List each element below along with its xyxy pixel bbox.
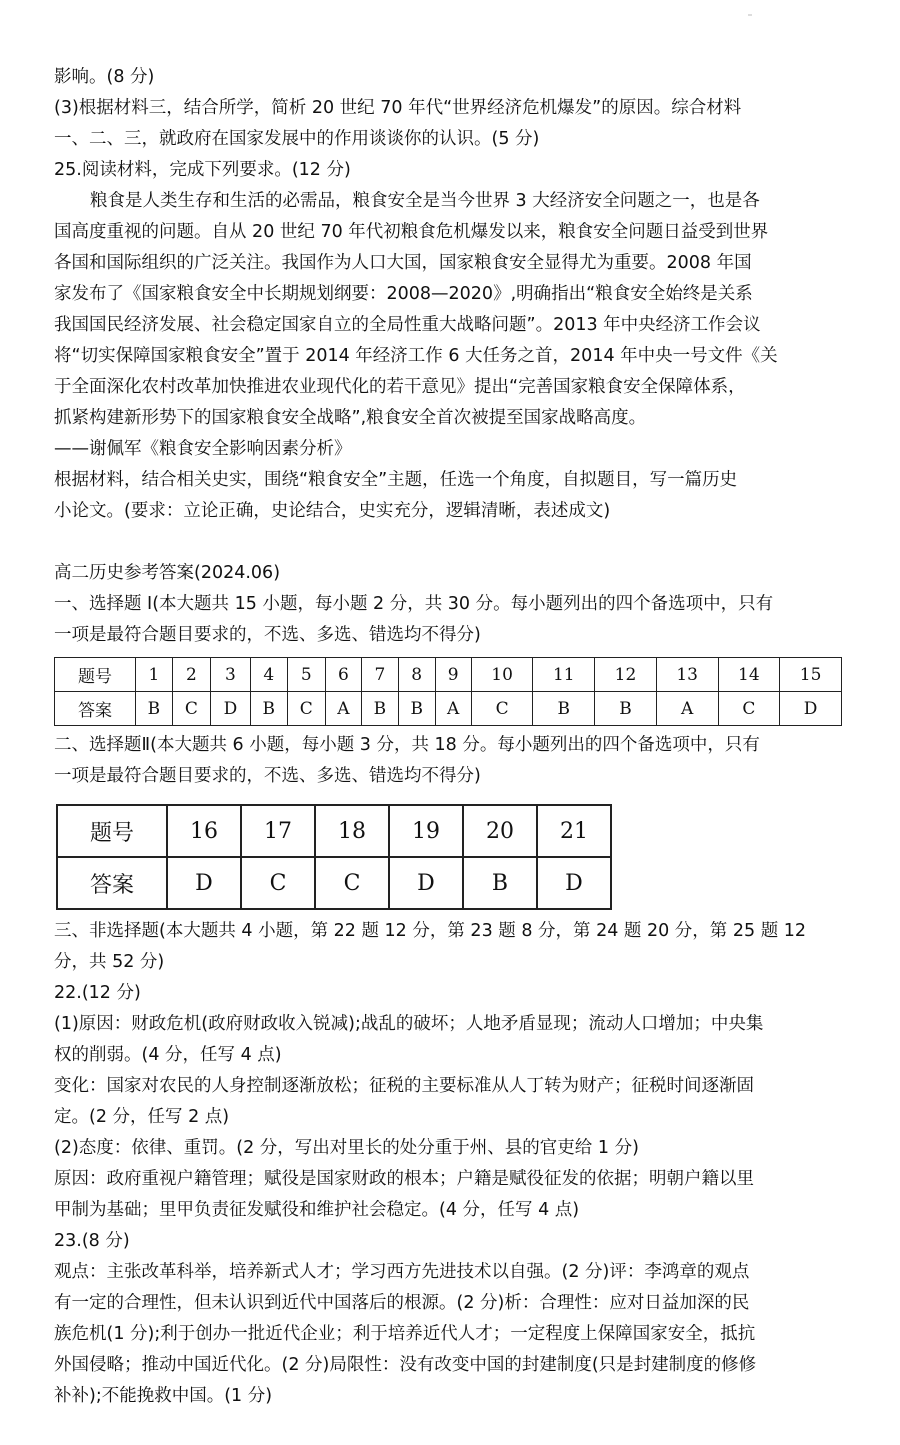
row-header: 题号 [57, 805, 167, 857]
text-line: 国高度重视的问题。自从 20 世纪 70 年代初粮食危机爆发以来，粮食安全问题日益受到世界 [54, 222, 769, 242]
text-line: (2)态度：依律、重罚。(2 分，写出对里长的处分重于州、县的官吏给 1 分) [54, 1138, 639, 1158]
answer-cell: B [136, 692, 173, 726]
answer-cell: A [325, 692, 361, 726]
answer-cell: C [172, 692, 210, 726]
answer-cell: C [287, 692, 325, 726]
question-number-cell: 17 [241, 805, 315, 857]
answer-cell: C [241, 857, 315, 909]
text-line: 一项是最符合题目要求的，不选、多选、错选均不得分) [54, 625, 481, 645]
answer-cell: B [463, 857, 537, 909]
text-line: 甲制为基础；里甲负责征发赋役和维护社会稳定。(4 分，任写 4 点) [54, 1200, 580, 1220]
answer-cell: A [435, 692, 471, 726]
question-number-cell: 12 [595, 658, 657, 692]
text-line: 25.阅读材料，完成下列要求。(12 分) [54, 160, 351, 180]
answer-cell: C [471, 692, 533, 726]
table-row [57, 857, 611, 909]
answer-cell: A [656, 692, 718, 726]
answer-cell: B [595, 692, 657, 726]
table-row [57, 805, 611, 857]
text-line: 家发布了《国家粮食安全中长期规划纲要：2008—2020》,明确指出“粮食安全始终是关系 [54, 284, 753, 304]
text-line: 根据材料，结合相关史实，围绕“粮食安全”主题，任选一个角度，自拟题目，写一篇历史 [54, 470, 738, 490]
text-line: 原因：政府重视户籍管理；赋役是国家财政的根本；户籍是赋役征发的依据；明朝户籍以里 [54, 1169, 754, 1189]
answer-text-bottom [54, 916, 854, 1412]
scan-mark [748, 14, 752, 16]
answer-cell: D [210, 692, 250, 726]
answer-cell: B [533, 692, 595, 726]
text-line: 权的削弱。(4 分，任写 4 点) [54, 1045, 282, 1065]
text-line: 一项是最符合题目要求的，不选、多选、错选均不得分) [54, 766, 481, 786]
material-passage [54, 186, 854, 434]
answer-cell: D [167, 857, 241, 909]
text-line: 变化：国家对农民的人身控制逐渐放松；征税的主要标准从人丁转为财产；征税时间逐渐固 [54, 1076, 754, 1096]
answer-key-title: 高二历史参考答案(2024.06) [54, 563, 281, 583]
question-number-cell: 5 [287, 658, 325, 692]
text-line: 将“切实保障国家粮食安全”置于 2014 年经济工作 6 大任务之首，2014 年中央一号文件《关 [54, 346, 778, 366]
material-source: ——谢佩军《粮食安全影响因素分析》 [54, 439, 352, 459]
text-line: 分，共 52 分) [54, 952, 165, 972]
question-number-cell: 18 [315, 805, 389, 857]
question-number-cell: 20 [463, 805, 537, 857]
row-header: 题号 [55, 658, 136, 692]
text-line: (3)根据材料三，结合所学，简析 20 世纪 70 年代“世界经济危机爆发”的原因。综合材料 [54, 98, 742, 118]
text-line: 各国和国际组织的广泛关注。我国作为人口大国，国家粮食安全显得尤为重要。2008 年国 [54, 253, 752, 273]
text-line: 于全面深化农村改革加快推进农业现代化的若干意见》提出“完善国家粮食安全保障体系， [54, 377, 746, 397]
text-line: 定。(2 分，任写 2 点) [54, 1107, 230, 1127]
question-number-cell: 16 [167, 805, 241, 857]
question-number-cell: 3 [210, 658, 250, 692]
question-number-cell: 13 [656, 658, 718, 692]
answer-table-2 [56, 804, 612, 910]
answer-cell: B [398, 692, 435, 726]
section-2-instructions [54, 730, 854, 792]
question-25-task [54, 465, 854, 527]
text-line: 观点：主张改革科举，培养新式人才；学习西方先进技术以自强。(2 分)评：李鸿章的观点 [54, 1262, 750, 1282]
question-number-cell: 7 [362, 658, 399, 692]
table-row [55, 658, 842, 692]
question-number-cell: 21 [537, 805, 611, 857]
question-number-cell: 10 [471, 658, 533, 692]
text-line: 二、选择题Ⅱ(本大题共 6 小题，每小题 3 分，共 18 分。每小题列出的四个备选项中，只有 [54, 735, 760, 755]
text-line: 影响。(8 分) [54, 67, 155, 87]
question-number-cell: 6 [325, 658, 361, 692]
section-1-instructions [54, 589, 854, 651]
text-line: 一、选择题 I(本大题共 15 小题，每小题 2 分，共 30 分。每小题列出的四个备选项中，只有 [54, 594, 774, 614]
text-line: 粮食是人类生存和生活的必需品，粮食安全是当今世界 3 大经济安全问题之一，也是各 [90, 191, 760, 211]
question-number-cell: 1 [136, 658, 173, 692]
text-line: 小论文。(要求：立论正确，史论结合，史实充分，逻辑清晰，表述成文) [54, 501, 611, 521]
row-header: 答案 [55, 692, 136, 726]
text-line: (1)原因：财政危机(政府财政收入锐减);战乱的破坏；人地矛盾显现；流动人口增加；中央集 [54, 1014, 764, 1034]
row-header: 答案 [57, 857, 167, 909]
answer-cell: D [780, 692, 842, 726]
question-text-top [54, 62, 854, 186]
text-line: 族危机(1 分);利于创办一批近代企业；利于培养近代人才；一定程度上保障国家安全，抵抗 [54, 1324, 756, 1344]
text-line: 一、二、三，就政府在国家发展中的作用谈谈你的认识。(5 分) [54, 129, 540, 149]
text-line: 三、非选择题(本大题共 4 小题，第 22 题 12 分，第 23 题 8 分，第 24 题 20 分，第 25 题 12 [54, 921, 807, 941]
text-line: 我国国民经济发展、社会稳定国家自立的全局性重大战略问题”。2013 年中央经济工作会议 [54, 315, 761, 335]
table-row [55, 692, 842, 726]
question-number-cell: 4 [250, 658, 287, 692]
text-line: 补补);不能挽救中国。(1 分) [54, 1386, 273, 1406]
answer-cell: D [537, 857, 611, 909]
text-line: 外国侵略；推动中国近代化。(2 分)局限性：没有改变中国的封建制度(只是封建制度的修修 [54, 1355, 757, 1375]
document-page [54, 62, 854, 1412]
text-line: 23.(8 分) [54, 1231, 130, 1251]
answer-cell: C [315, 857, 389, 909]
text-line: 22.(12 分) [54, 983, 141, 1003]
question-number-cell: 8 [398, 658, 435, 692]
answer-cell: B [362, 692, 399, 726]
answer-cell: C [718, 692, 780, 726]
text-line: 有一定的合理性，但未认识到近代中国落后的根源。(2 分)析：合理性：应对日益加深的民 [54, 1293, 750, 1313]
question-number-cell: 2 [172, 658, 210, 692]
answer-cell: D [389, 857, 463, 909]
question-number-cell: 15 [780, 658, 842, 692]
question-number-cell: 14 [718, 658, 780, 692]
question-number-cell: 19 [389, 805, 463, 857]
text-line: 抓紧构建新形势下的国家粮食安全战略”,粮食安全首次被提至国家战略高度。 [54, 408, 647, 428]
question-number-cell: 11 [533, 658, 595, 692]
answer-table-1 [54, 657, 842, 726]
question-number-cell: 9 [435, 658, 471, 692]
answer-cell: B [250, 692, 287, 726]
